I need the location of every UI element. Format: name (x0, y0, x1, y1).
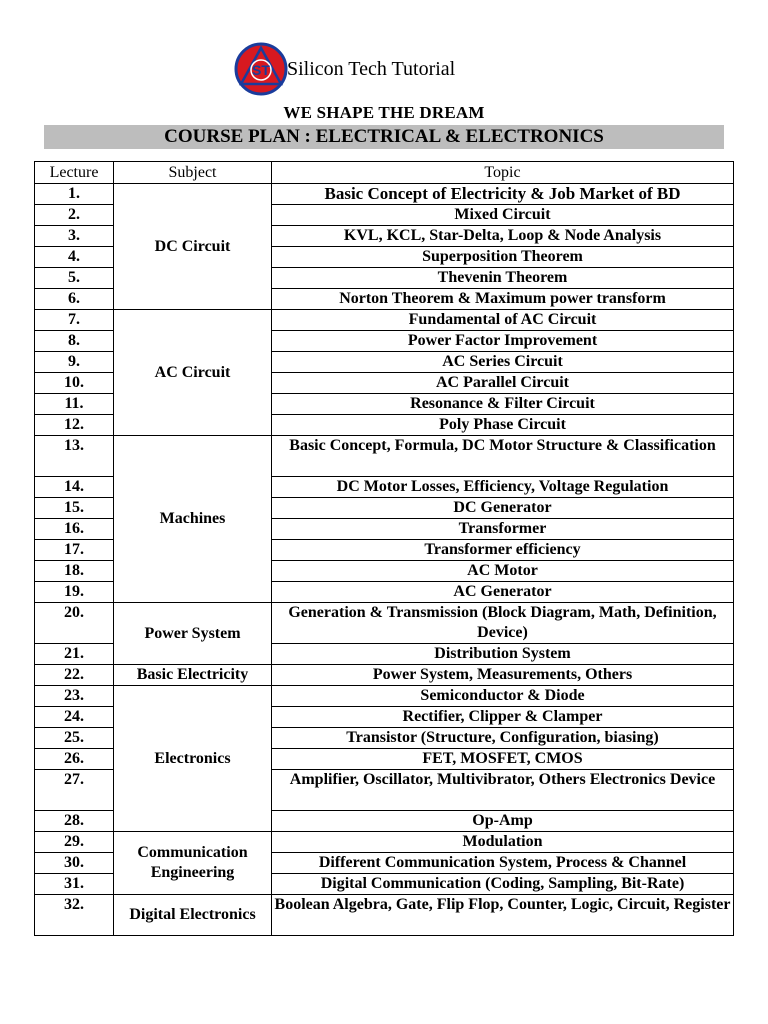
lecture-number: 26. (35, 749, 114, 770)
column-header-topic: Topic (272, 162, 734, 184)
column-header-lecture: Lecture (35, 162, 114, 184)
topic-cell: Transformer efficiency (272, 540, 734, 561)
subject-cell: AC Circuit (114, 310, 272, 436)
lecture-number: 32. (35, 895, 114, 936)
topic-cell: Poly Phase Circuit (272, 415, 734, 436)
lecture-number: 1. (35, 184, 114, 205)
topic-cell: AC Series Circuit (272, 352, 734, 373)
topic-cell: AC Motor (272, 561, 734, 582)
table-row (35, 184, 734, 205)
lecture-number: 13. (35, 436, 114, 477)
lecture-number: 6. (35, 289, 114, 310)
topic-cell: Op-Amp (272, 811, 734, 832)
lecture-number: 19. (35, 582, 114, 603)
lecture-number: 8. (35, 331, 114, 352)
lecture-number: 5. (35, 268, 114, 289)
topic-cell: Thevenin Theorem (272, 268, 734, 289)
lecture-number: 29. (35, 832, 114, 853)
subject-cell: Basic Electricity (114, 665, 272, 686)
topic-cell: Fundamental of AC Circuit (272, 310, 734, 331)
lecture-number: 3. (35, 226, 114, 247)
topic-cell: Superposition Theorem (272, 247, 734, 268)
lecture-number: 16. (35, 519, 114, 540)
slogan: WE SHAPE THE DREAM (283, 103, 485, 122)
lecture-number: 4. (35, 247, 114, 268)
topic-cell: Basic Concept of Electricity & Job Market of BD (272, 184, 734, 205)
table-header-row (35, 162, 734, 184)
table-row (35, 310, 734, 331)
topic-cell: Mixed Circuit (272, 205, 734, 226)
subject-cell: Machines (114, 436, 272, 603)
topic-cell: Basic Concept, Formula, DC Motor Structure & Classification (272, 436, 734, 477)
org-name: Silicon Tech Tutorial (287, 58, 456, 80)
subject-cell: Power System (114, 603, 272, 665)
course-plan-table (34, 161, 734, 936)
subject-cell: Digital Electronics (114, 895, 272, 936)
lecture-number: 27. (35, 770, 114, 811)
table-row (35, 895, 734, 936)
topic-cell: Rectifier, Clipper & Clamper (272, 707, 734, 728)
topic-cell: DC Generator (272, 498, 734, 519)
topic-cell: Modulation (272, 832, 734, 853)
lecture-number: 10. (35, 373, 114, 394)
lecture-number: 9. (35, 352, 114, 373)
topic-cell: Boolean Algebra, Gate, Flip Flop, Counter, Logic, Circuit, Register (272, 895, 734, 936)
lecture-number: 23. (35, 686, 114, 707)
table-row (35, 603, 734, 644)
topic-cell: Resonance & Filter Circuit (272, 394, 734, 415)
lecture-number: 18. (35, 561, 114, 582)
topic-cell: Power Factor Improvement (272, 331, 734, 352)
topic-cell: DC Motor Losses, Efficiency, Voltage Regulation (272, 477, 734, 498)
column-header-subject: Subject (114, 162, 272, 184)
topic-cell: Distribution System (272, 644, 734, 665)
topic-cell: FET, MOSFET, CMOS (272, 749, 734, 770)
subject-cell: Communication Engineering (114, 832, 272, 895)
topic-cell: Generation & Transmission (Block Diagram, Math, Definition, Device) (272, 603, 734, 644)
lecture-number: 30. (35, 853, 114, 874)
lecture-number: 11. (35, 394, 114, 415)
lecture-number: 12. (35, 415, 114, 436)
topic-cell: Different Communication System, Process & Channel (272, 853, 734, 874)
table-row (35, 832, 734, 853)
table-body (35, 184, 734, 936)
table-row (35, 686, 734, 707)
silicon-tech-logo-icon (234, 42, 288, 96)
topic-cell: Amplifier, Oscillator, Multivibrator, Others Electronics Device (272, 770, 734, 811)
lecture-number: 28. (35, 811, 114, 832)
subject-cell: DC Circuit (114, 184, 272, 310)
page-header (0, 40, 768, 100)
lecture-number: 21. (35, 644, 114, 665)
lecture-number: 22. (35, 665, 114, 686)
lecture-number: 20. (35, 603, 114, 644)
table-row (35, 436, 734, 477)
topic-cell: Norton Theorem & Maximum power transform (272, 289, 734, 310)
lecture-number: 7. (35, 310, 114, 331)
lecture-number: 15. (35, 498, 114, 519)
lecture-number: 14. (35, 477, 114, 498)
lecture-number: 31. (35, 874, 114, 895)
logo-lettering: ST (252, 62, 270, 78)
topic-cell: Power System, Measurements, Others (272, 665, 734, 686)
lecture-number: 25. (35, 728, 114, 749)
topic-cell: Transistor (Structure, Configuration, biasing) (272, 728, 734, 749)
page-title: COURSE PLAN : ELECTRICAL & ELECTRONICS (44, 125, 724, 149)
table-row (35, 665, 734, 686)
topic-cell: Transformer (272, 519, 734, 540)
lecture-number: 24. (35, 707, 114, 728)
lecture-number: 17. (35, 540, 114, 561)
subject-cell: Electronics (114, 686, 272, 832)
lecture-number: 2. (35, 205, 114, 226)
topic-cell: KVL, KCL, Star-Delta, Loop & Node Analysis (272, 226, 734, 247)
topic-cell: Semiconductor & Diode (272, 686, 734, 707)
topic-cell: Digital Communication (Coding, Sampling, Bit-Rate) (272, 874, 734, 895)
topic-cell: AC Parallel Circuit (272, 373, 734, 394)
topic-cell: AC Generator (272, 582, 734, 603)
